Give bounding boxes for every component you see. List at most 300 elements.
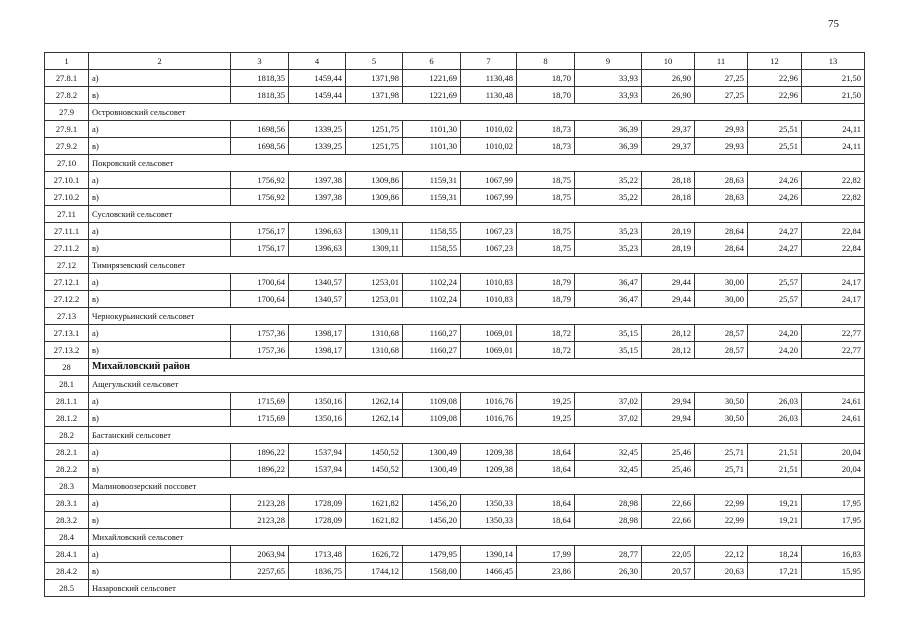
value-cell: 24,11 xyxy=(802,138,865,155)
row-label: а) xyxy=(89,172,231,189)
value-cell: 1456,20 xyxy=(403,512,461,529)
value-cell: 1067,23 xyxy=(461,240,517,257)
value-cell: 1300,49 xyxy=(403,444,461,461)
row-label: в) xyxy=(89,512,231,529)
value-cell: 1390,14 xyxy=(461,546,517,563)
value-cell: 26,30 xyxy=(575,563,642,580)
value-cell: 35,15 xyxy=(575,342,642,359)
value-cell: 29,37 xyxy=(642,121,695,138)
value-cell: 24,61 xyxy=(802,393,865,410)
value-cell: 1398,17 xyxy=(289,342,346,359)
value-cell: 29,94 xyxy=(642,410,695,427)
table-body xyxy=(45,70,865,597)
tariff-table xyxy=(44,52,865,597)
value-cell: 1818,35 xyxy=(231,70,289,87)
value-cell: 1715,69 xyxy=(231,393,289,410)
row-code: 28.5 xyxy=(45,580,89,597)
column-header: 1 xyxy=(45,53,89,70)
row-label: Малиновоозерский поссовет xyxy=(89,478,865,495)
row-label: а) xyxy=(89,274,231,291)
value-cell: 17,95 xyxy=(802,512,865,529)
value-cell: 18,79 xyxy=(517,291,575,308)
value-cell: 36,39 xyxy=(575,138,642,155)
value-cell: 1479,95 xyxy=(403,546,461,563)
value-cell: 17,99 xyxy=(517,546,575,563)
table-row xyxy=(45,495,865,512)
value-cell: 24,27 xyxy=(748,223,802,240)
table-row xyxy=(45,512,865,529)
value-cell: 32,45 xyxy=(575,461,642,478)
row-label: а) xyxy=(89,325,231,342)
value-cell: 1757,36 xyxy=(231,342,289,359)
value-cell: 1339,25 xyxy=(289,138,346,155)
value-cell: 24,26 xyxy=(748,172,802,189)
value-cell: 1700,64 xyxy=(231,291,289,308)
value-cell: 28,57 xyxy=(695,325,748,342)
value-cell: 32,45 xyxy=(575,444,642,461)
column-header: 5 xyxy=(346,53,403,70)
value-cell: 18,70 xyxy=(517,70,575,87)
value-cell: 28,77 xyxy=(575,546,642,563)
value-cell: 21,50 xyxy=(802,70,865,87)
column-header: 6 xyxy=(403,53,461,70)
value-cell: 18,75 xyxy=(517,223,575,240)
value-cell: 22,84 xyxy=(802,223,865,240)
row-code: 28.2.2 xyxy=(45,461,89,478)
value-cell: 17,21 xyxy=(748,563,802,580)
row-label: а) xyxy=(89,546,231,563)
row-label: Михайловский район xyxy=(89,359,865,376)
value-cell: 28,19 xyxy=(642,223,695,240)
table-row xyxy=(45,240,865,257)
value-cell: 28,63 xyxy=(695,172,748,189)
value-cell: 1340,57 xyxy=(289,274,346,291)
value-cell: 1713,48 xyxy=(289,546,346,563)
column-header: 8 xyxy=(517,53,575,70)
value-cell: 29,37 xyxy=(642,138,695,155)
value-cell: 1109,08 xyxy=(403,393,461,410)
row-code: 28 xyxy=(45,359,89,376)
value-cell: 24,20 xyxy=(748,325,802,342)
value-cell: 1101,30 xyxy=(403,138,461,155)
value-cell: 22,66 xyxy=(642,495,695,512)
value-cell: 1221,69 xyxy=(403,70,461,87)
value-cell: 18,64 xyxy=(517,512,575,529)
value-cell: 25,51 xyxy=(748,121,802,138)
row-code: 27.12.1 xyxy=(45,274,89,291)
value-cell: 30,00 xyxy=(695,291,748,308)
value-cell: 1010,83 xyxy=(461,274,517,291)
value-cell: 1350,16 xyxy=(289,393,346,410)
value-cell: 1450,52 xyxy=(346,444,403,461)
value-cell: 18,79 xyxy=(517,274,575,291)
row-code: 27.8.2 xyxy=(45,87,89,104)
row-label: а) xyxy=(89,121,231,138)
column-header: 4 xyxy=(289,53,346,70)
row-label: Покровский сельсовет xyxy=(89,155,865,172)
value-cell: 19,25 xyxy=(517,410,575,427)
value-cell: 25,57 xyxy=(748,291,802,308)
value-cell: 1102,24 xyxy=(403,291,461,308)
row-code: 27.13.2 xyxy=(45,342,89,359)
table-row xyxy=(45,444,865,461)
value-cell: 1253,01 xyxy=(346,291,403,308)
value-cell: 1016,76 xyxy=(461,393,517,410)
value-cell: 1339,25 xyxy=(289,121,346,138)
row-code: 27.9.1 xyxy=(45,121,89,138)
value-cell: 22,96 xyxy=(748,87,802,104)
value-cell: 21,51 xyxy=(748,461,802,478)
value-cell: 30,50 xyxy=(695,410,748,427)
table-row xyxy=(45,189,865,206)
value-cell: 20,57 xyxy=(642,563,695,580)
value-cell: 1101,30 xyxy=(403,121,461,138)
row-code: 27.11.1 xyxy=(45,223,89,240)
value-cell: 1067,99 xyxy=(461,189,517,206)
value-cell: 1756,92 xyxy=(231,172,289,189)
value-cell: 1459,44 xyxy=(289,87,346,104)
row-label: в) xyxy=(89,461,231,478)
value-cell: 1896,22 xyxy=(231,461,289,478)
value-cell: 19,21 xyxy=(748,512,802,529)
value-cell: 22,99 xyxy=(695,495,748,512)
value-cell: 25,51 xyxy=(748,138,802,155)
section-row xyxy=(45,155,865,172)
table-row xyxy=(45,223,865,240)
value-cell: 1818,35 xyxy=(231,87,289,104)
value-cell: 18,64 xyxy=(517,444,575,461)
section-row xyxy=(45,427,865,444)
value-cell: 1728,09 xyxy=(289,495,346,512)
value-cell: 24,20 xyxy=(748,342,802,359)
value-cell: 30,00 xyxy=(695,274,748,291)
value-cell: 26,90 xyxy=(642,70,695,87)
value-cell: 28,19 xyxy=(642,240,695,257)
value-cell: 1756,92 xyxy=(231,189,289,206)
table-row xyxy=(45,393,865,410)
table-row xyxy=(45,87,865,104)
value-cell: 18,64 xyxy=(517,495,575,512)
row-code: 28.2.1 xyxy=(45,444,89,461)
row-code: 28.1 xyxy=(45,376,89,393)
value-cell: 29,44 xyxy=(642,274,695,291)
row-label: Чернокурьинский сельсовет xyxy=(89,308,865,325)
page-number: 75 xyxy=(828,18,839,30)
value-cell: 1450,52 xyxy=(346,461,403,478)
value-cell: 20,63 xyxy=(695,563,748,580)
value-cell: 26,03 xyxy=(748,393,802,410)
value-cell: 1715,69 xyxy=(231,410,289,427)
row-code: 27.11.2 xyxy=(45,240,89,257)
value-cell: 23,86 xyxy=(517,563,575,580)
value-cell: 1698,56 xyxy=(231,121,289,138)
value-cell: 1756,17 xyxy=(231,240,289,257)
value-cell: 33,93 xyxy=(575,87,642,104)
value-cell: 1016,76 xyxy=(461,410,517,427)
value-cell: 19,25 xyxy=(517,393,575,410)
value-cell: 17,95 xyxy=(802,495,865,512)
value-cell: 1396,63 xyxy=(289,240,346,257)
value-cell: 29,93 xyxy=(695,121,748,138)
row-code: 28.3 xyxy=(45,478,89,495)
value-cell: 36,47 xyxy=(575,291,642,308)
value-cell: 25,46 xyxy=(642,444,695,461)
value-cell: 1069,01 xyxy=(461,342,517,359)
value-cell: 22,99 xyxy=(695,512,748,529)
value-cell: 1568,00 xyxy=(403,563,461,580)
value-cell: 25,57 xyxy=(748,274,802,291)
value-cell: 24,26 xyxy=(748,189,802,206)
row-code: 28.4 xyxy=(45,529,89,546)
row-code: 28.2 xyxy=(45,427,89,444)
value-cell: 1310,68 xyxy=(346,342,403,359)
row-label: Сусловский сельсовет xyxy=(89,206,865,223)
value-cell: 22,77 xyxy=(802,342,865,359)
value-cell: 1371,98 xyxy=(346,87,403,104)
value-cell: 1700,64 xyxy=(231,274,289,291)
value-cell: 22,82 xyxy=(802,189,865,206)
value-cell: 1371,98 xyxy=(346,70,403,87)
row-code: 27.10.1 xyxy=(45,172,89,189)
value-cell: 1621,82 xyxy=(346,495,403,512)
section-row xyxy=(45,376,865,393)
value-cell: 18,75 xyxy=(517,189,575,206)
value-cell: 1310,68 xyxy=(346,325,403,342)
column-header: 11 xyxy=(695,53,748,70)
row-code: 27.9 xyxy=(45,104,89,121)
value-cell: 35,22 xyxy=(575,172,642,189)
value-cell: 22,66 xyxy=(642,512,695,529)
value-cell: 18,70 xyxy=(517,87,575,104)
value-cell: 28,57 xyxy=(695,342,748,359)
table-row xyxy=(45,410,865,427)
value-cell: 1309,11 xyxy=(346,240,403,257)
table-row xyxy=(45,291,865,308)
table-row xyxy=(45,325,865,342)
value-cell: 22,82 xyxy=(802,172,865,189)
value-cell: 28,64 xyxy=(695,223,748,240)
column-header: 9 xyxy=(575,53,642,70)
row-code: 28.3.1 xyxy=(45,495,89,512)
value-cell: 25,71 xyxy=(695,461,748,478)
value-cell: 2123,28 xyxy=(231,512,289,529)
value-cell: 27,25 xyxy=(695,70,748,87)
value-cell: 36,39 xyxy=(575,121,642,138)
value-cell: 26,03 xyxy=(748,410,802,427)
value-cell: 22,12 xyxy=(695,546,748,563)
value-cell: 27,25 xyxy=(695,87,748,104)
table-row xyxy=(45,546,865,563)
column-header: 10 xyxy=(642,53,695,70)
value-cell: 1397,38 xyxy=(289,189,346,206)
row-code: 28.4.1 xyxy=(45,546,89,563)
value-cell: 1309,11 xyxy=(346,223,403,240)
table-row xyxy=(45,563,865,580)
value-cell: 1251,75 xyxy=(346,138,403,155)
value-cell: 15,95 xyxy=(802,563,865,580)
row-label: Островновский сельсовет xyxy=(89,104,865,121)
value-cell: 1160,27 xyxy=(403,342,461,359)
section-row xyxy=(45,308,865,325)
value-cell: 1537,94 xyxy=(289,444,346,461)
value-cell: 18,73 xyxy=(517,121,575,138)
row-code: 27.13.1 xyxy=(45,325,89,342)
value-cell: 1350,33 xyxy=(461,512,517,529)
value-cell: 1698,56 xyxy=(231,138,289,155)
value-cell: 18,72 xyxy=(517,342,575,359)
value-cell: 37,02 xyxy=(575,410,642,427)
row-label: в) xyxy=(89,189,231,206)
row-code: 27.10.2 xyxy=(45,189,89,206)
column-header: 3 xyxy=(231,53,289,70)
value-cell: 1130,48 xyxy=(461,87,517,104)
value-cell: 29,44 xyxy=(642,291,695,308)
value-cell: 24,17 xyxy=(802,274,865,291)
value-cell: 1757,36 xyxy=(231,325,289,342)
value-cell: 30,50 xyxy=(695,393,748,410)
section-row xyxy=(45,478,865,495)
column-header: 12 xyxy=(748,53,802,70)
row-label: а) xyxy=(89,70,231,87)
value-cell: 28,98 xyxy=(575,512,642,529)
value-cell: 1756,17 xyxy=(231,223,289,240)
value-cell: 16,83 xyxy=(802,546,865,563)
value-cell: 1396,63 xyxy=(289,223,346,240)
section-row xyxy=(45,206,865,223)
row-label: в) xyxy=(89,291,231,308)
value-cell: 35,22 xyxy=(575,189,642,206)
column-header: 13 xyxy=(802,53,865,70)
value-cell: 18,72 xyxy=(517,325,575,342)
value-cell: 28,12 xyxy=(642,342,695,359)
table-row xyxy=(45,138,865,155)
value-cell: 1069,01 xyxy=(461,325,517,342)
row-code: 28.4.2 xyxy=(45,563,89,580)
value-cell: 2123,28 xyxy=(231,495,289,512)
row-label: а) xyxy=(89,393,231,410)
value-cell: 1836,75 xyxy=(289,563,346,580)
value-cell: 1067,99 xyxy=(461,172,517,189)
value-cell: 28,18 xyxy=(642,172,695,189)
value-cell: 1626,72 xyxy=(346,546,403,563)
value-cell: 35,23 xyxy=(575,240,642,257)
value-cell: 29,93 xyxy=(695,138,748,155)
value-cell: 35,15 xyxy=(575,325,642,342)
value-cell: 1459,44 xyxy=(289,70,346,87)
row-code: 27.12.2 xyxy=(45,291,89,308)
value-cell: 21,50 xyxy=(802,87,865,104)
value-cell: 28,18 xyxy=(642,189,695,206)
value-cell: 22,84 xyxy=(802,240,865,257)
section-row xyxy=(45,529,865,546)
value-cell: 1350,33 xyxy=(461,495,517,512)
column-header: 2 xyxy=(89,53,231,70)
row-label: а) xyxy=(89,495,231,512)
value-cell: 18,75 xyxy=(517,172,575,189)
value-cell: 1221,69 xyxy=(403,87,461,104)
value-cell: 1158,55 xyxy=(403,240,461,257)
row-label: Бастанский сельсовет xyxy=(89,427,865,444)
value-cell: 22,96 xyxy=(748,70,802,87)
value-cell: 1896,22 xyxy=(231,444,289,461)
value-cell: 1456,20 xyxy=(403,495,461,512)
value-cell: 28,63 xyxy=(695,189,748,206)
district-row xyxy=(45,359,865,376)
table-row xyxy=(45,342,865,359)
row-label: в) xyxy=(89,240,231,257)
value-cell: 1209,38 xyxy=(461,461,517,478)
value-cell: 1209,38 xyxy=(461,444,517,461)
value-cell: 18,73 xyxy=(517,138,575,155)
value-cell: 24,11 xyxy=(802,121,865,138)
value-cell: 2063,94 xyxy=(231,546,289,563)
value-cell: 1159,31 xyxy=(403,189,461,206)
value-cell: 37,02 xyxy=(575,393,642,410)
value-cell: 19,21 xyxy=(748,495,802,512)
row-label: Тимирязевский сельсовет xyxy=(89,257,865,274)
value-cell: 1251,75 xyxy=(346,121,403,138)
value-cell: 22,05 xyxy=(642,546,695,563)
row-label: Михайловский сельсовет xyxy=(89,529,865,546)
value-cell: 28,64 xyxy=(695,240,748,257)
value-cell: 1350,16 xyxy=(289,410,346,427)
value-cell: 1262,14 xyxy=(346,410,403,427)
value-cell: 18,24 xyxy=(748,546,802,563)
value-cell: 1398,17 xyxy=(289,325,346,342)
value-cell: 1340,57 xyxy=(289,291,346,308)
row-label: в) xyxy=(89,563,231,580)
row-code: 27.8.1 xyxy=(45,70,89,87)
row-code: 28.1.2 xyxy=(45,410,89,427)
row-code: 27.13 xyxy=(45,308,89,325)
row-label: в) xyxy=(89,410,231,427)
value-cell: 25,71 xyxy=(695,444,748,461)
value-cell: 1010,02 xyxy=(461,138,517,155)
value-cell: 1010,83 xyxy=(461,291,517,308)
value-cell: 1158,55 xyxy=(403,223,461,240)
value-cell: 1309,86 xyxy=(346,172,403,189)
value-cell: 1010,02 xyxy=(461,121,517,138)
row-label: Ащегульский сельсовет xyxy=(89,376,865,393)
value-cell: 2257,65 xyxy=(231,563,289,580)
value-cell: 20,04 xyxy=(802,461,865,478)
row-label: в) xyxy=(89,138,231,155)
value-cell: 24,17 xyxy=(802,291,865,308)
value-cell: 1466,45 xyxy=(461,563,517,580)
value-cell: 1728,09 xyxy=(289,512,346,529)
value-cell: 1397,38 xyxy=(289,172,346,189)
section-row xyxy=(45,257,865,274)
value-cell: 1300,49 xyxy=(403,461,461,478)
value-cell: 26,90 xyxy=(642,87,695,104)
column-header: 7 xyxy=(461,53,517,70)
row-label: в) xyxy=(89,87,231,104)
section-row xyxy=(45,580,865,597)
value-cell: 1621,82 xyxy=(346,512,403,529)
value-cell: 22,77 xyxy=(802,325,865,342)
value-cell: 1159,31 xyxy=(403,172,461,189)
value-cell: 1160,27 xyxy=(403,325,461,342)
table-row xyxy=(45,274,865,291)
row-label: а) xyxy=(89,223,231,240)
value-cell: 25,46 xyxy=(642,461,695,478)
section-row xyxy=(45,104,865,121)
row-label: Назаровский сельсовет xyxy=(89,580,865,597)
row-label: в) xyxy=(89,342,231,359)
table-row xyxy=(45,172,865,189)
value-cell: 1109,08 xyxy=(403,410,461,427)
table-row xyxy=(45,70,865,87)
